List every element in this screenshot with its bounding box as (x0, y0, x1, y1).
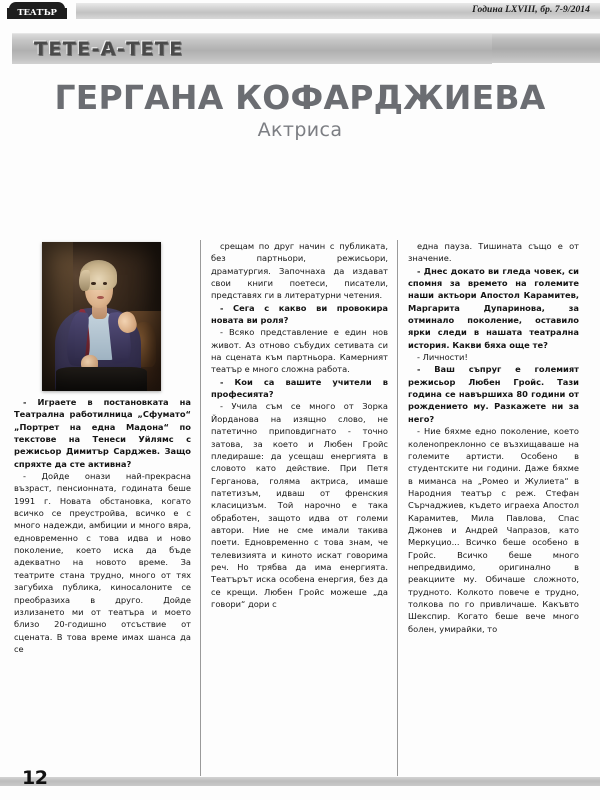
column-1 (14, 240, 200, 776)
interview-question: - Сега с какво ви провокира новата ви роля? (211, 302, 388, 326)
interview-answer: една пауза. Тишината също е от значение. (408, 241, 579, 264)
page-number: 12 (22, 767, 48, 789)
section-title: ТЕТЕ-А-ТЕТЕ (34, 38, 184, 60)
issue-line: Година LXVIII, бр. 7-9/2014 (472, 5, 590, 15)
teatar-masthead-logo (7, 2, 69, 20)
section-banner (12, 33, 600, 63)
interview-answer: - Ние бяхме едно поколение, което коленопреклонно се възхищаваше на големите артисти. Особено в студентските ни години. Даже бяхме в миманса на „Ромео и Жулиета“ в Народния театър с реж. Стефан Сърчаджиев, където играеха Апостол Карамитев, Мила Павлова, Спас Джонев и Андрей Чапразов, като Меркуцио... Всичко беше особено в Гройс. Всичко беше много непредвидимо, оригинално в реакциите му. Обичаше сложното, трудното. Колкото повече е трудно, толкова по го привличаше. Какъвто Шекспир. Когато беше вече много болен, умирайки, то (408, 426, 579, 634)
page-subtitle: Актриса (257, 119, 343, 141)
interview-answer: - Учила съм се много от Зорка Йорданова на изящно слово, не патетично приповдигнато - точно затова, за което и Любен Гройс пледираше: да усещаш енергията в словото като действие. При Петя Герганова, голяма актриса, имаше патетизъм, идваш от френския класицизъм. Той нарочно е така обработен, защото идва от големи автори. Ние не сме имали такива поети. Едновременно с това знам, че телевизията и киното искат говорима реч. Но трябва да има енергията. Театърът иска особена енергия, без да се крещи. Любен Гройс можеше „да говори“ дори с (211, 401, 388, 609)
column-1-photo-spacer (14, 240, 191, 396)
interview-answer: срещам по друг начин с публиката, без партньори, режисьори, драматургия. Започнаха да издават свои книги поетеси, писатели, представях ги в литературни четения. (211, 241, 388, 301)
interview-question: - Кои са вашите учители в професията? (211, 376, 388, 400)
footer-bar (0, 777, 600, 786)
interview-answer: - Всяко представление е един нов живот. Аз отново събудих сетивата си на сцената към партньора. Камерният театър е много сложна работа. (211, 327, 388, 375)
masthead (0, 0, 600, 22)
interview-answer: - Дойде онази най-прекрасна възраст, пенсионната, годината беше 1991 г. Новата обстановка, когато всичко се преустройва, всичко е с много надежди, амбиции и много вяра, едновременно с това идва и ново поколение, което иска да бъде адекватно на новото време. За театрите стана трудно, много от тях загубиха публика, киносалоните се преобразиха в друго. Дойде излизането ми от театъра и моето близо 20-годишно отсъствие от сцената. В това време имах шанса да се (14, 471, 191, 654)
column-2 (200, 240, 397, 776)
interview-question: - Днес докато ви гледа човек, си спомня за времето на големите наши актьори Апостол Карамитев, Маргарита Дупаринова, за отминало поколение, оставило ярки следи в нашата театрална история. Какви бяха още те? (408, 265, 579, 350)
logo-wordmark: ТЕАТЪР (17, 8, 57, 18)
interview-question: - Ваш съпруг е големият режисьор Любен Гройс. Тази година се навършиха 80 години от рождението му. Разкажете ни за него? (408, 364, 579, 424)
article-columns (14, 240, 588, 776)
column-3 (397, 240, 588, 776)
interview-answer: - Личности! (417, 352, 468, 363)
interview-question: - Играете в постановката на Театрална работилница „Сфумато“ „Портрет на една Мадона“ по текстове на Тенеси Уйлямс с режисьор Димитър Сарджев. Защо спряхте да сте активна? (14, 397, 191, 469)
page-title: ГЕРГАНА КОФАРДЖИЕВА (54, 78, 546, 117)
